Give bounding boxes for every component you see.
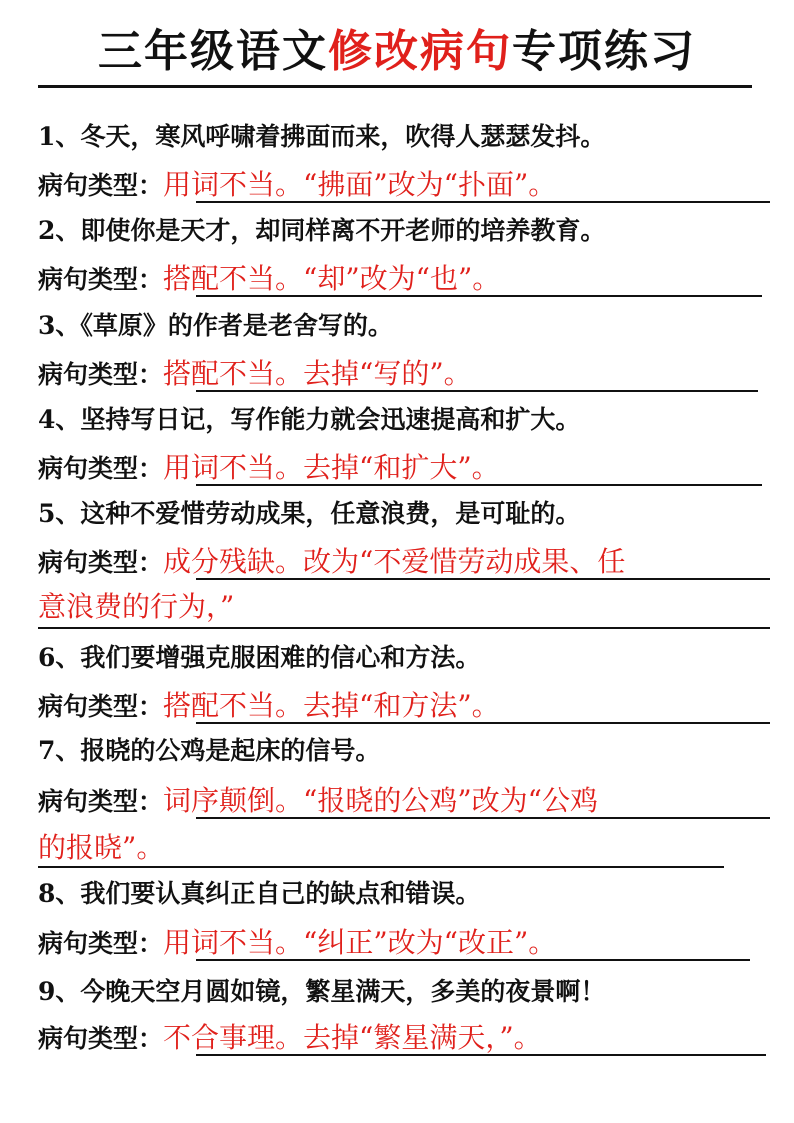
answer-row-2	[38, 262, 500, 297]
answer-4: 用词不当。去掉“和扩大”。	[163, 451, 500, 484]
answer-row-5	[38, 545, 625, 580]
question-2: 2、即使你是天才，却同样离不开老师的培养教育。	[38, 216, 606, 245]
answer-line-9	[196, 1054, 766, 1056]
title-part-3: 专项练习	[512, 26, 696, 77]
answer-row-6	[38, 689, 500, 724]
answer-5-continued: 意浪费的行为，”	[38, 590, 235, 623]
question-3: 3、《草原》的作者是老舍写的。	[38, 311, 393, 340]
answer-label: 病句类型：	[38, 929, 164, 958]
answer-row-3	[38, 357, 472, 392]
answer-label: 病句类型：	[38, 360, 164, 389]
answer-6: 搭配不当。去掉“和方法”。	[163, 689, 500, 722]
answer-line-1	[196, 201, 770, 203]
title-part-1: 三年级语文	[98, 26, 328, 77]
answer-row-7	[38, 784, 598, 819]
answer-row-8	[38, 926, 556, 961]
answer-label: 病句类型：	[38, 454, 164, 483]
page-title	[0, 22, 794, 82]
answer-label: 病句类型：	[38, 265, 164, 294]
answer-1: 用词不当。“拂面”改为“扑面”。	[163, 168, 557, 201]
answer-line-7b	[38, 866, 724, 868]
answer-line-6	[196, 722, 770, 724]
answer-label: 病句类型：	[38, 171, 164, 200]
question-6: 6、我们要增强克服困难的信心和方法。	[38, 643, 481, 672]
answer-line-4	[196, 484, 762, 486]
answer-8: 用词不当。“纠正”改为“改正”。	[163, 926, 557, 959]
question-5: 5、这种不爱惜劳动成果，任意浪费，是可耻的。	[38, 499, 581, 528]
answer-line-2	[196, 295, 762, 297]
answer-label: 病句类型：	[38, 1024, 164, 1053]
answer-5: 成分残缺。改为“不爱惜劳动成果、任	[163, 545, 626, 578]
answer-line-3	[196, 390, 758, 392]
answer-3: 搭配不当。去掉“写的”。	[163, 357, 472, 390]
answer-line-7	[196, 817, 770, 819]
answer-label: 病句类型：	[38, 787, 164, 816]
question-7: 7、报晓的公鸡是起床的信号。	[38, 736, 381, 765]
answer-label: 病句类型：	[38, 548, 164, 577]
answer-row-1	[38, 168, 556, 203]
answer-line-8	[196, 959, 750, 961]
answer-7: 词序颠倒。“报晓的公鸡”改为“公鸡	[163, 784, 598, 817]
title-rule	[38, 85, 752, 88]
question-4: 4、坚持写日记，写作能力就会迅速提高和扩大。	[38, 405, 581, 434]
answer-row-9	[38, 1021, 542, 1056]
answer-label: 病句类型：	[38, 692, 164, 721]
answer-line-5b	[38, 627, 770, 629]
answer-line-5	[196, 578, 770, 580]
answer-9: 不合事理。去掉“繁星满天，”。	[163, 1021, 542, 1054]
title-highlight: 修改病句	[328, 26, 512, 77]
question-8: 8、我们要认真纠正自己的缺点和错误。	[38, 879, 481, 908]
answer-row-4	[38, 451, 500, 486]
question-9: 9、今晚天空月圆如镜，繁星满天，多美的夜景啊！	[38, 977, 606, 1006]
question-1: 1、冬天，寒风呼啸着拂面而来，吹得人瑟瑟发抖。	[38, 122, 606, 151]
answer-7-continued: 的报晓”。	[38, 831, 165, 864]
answer-2: 搭配不当。“却”改为“也”。	[163, 262, 501, 295]
